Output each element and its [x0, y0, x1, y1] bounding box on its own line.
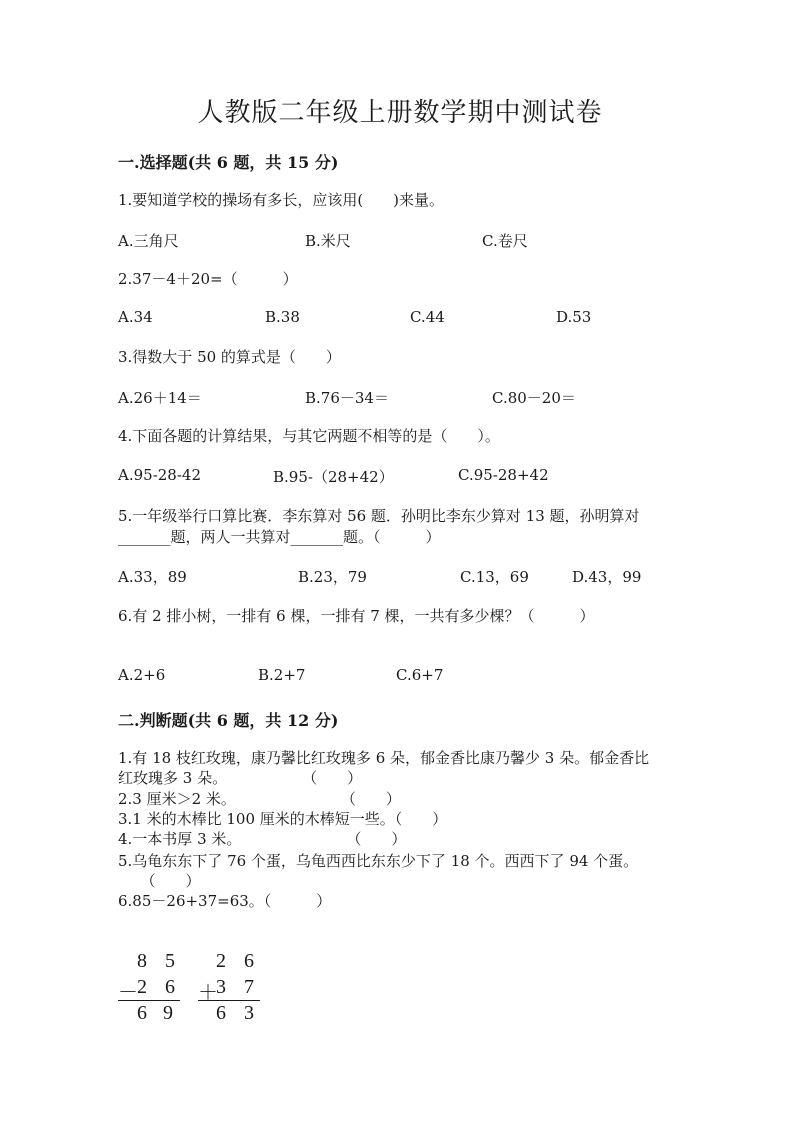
question-5-option-b: B.23，79	[298, 568, 367, 586]
calc-right-mid-tens: 3	[216, 976, 226, 998]
judge-item: 6.85－26+37=63。（ ）	[118, 892, 332, 910]
judge-item: 2.3 厘米＞2 米。 （ ）	[118, 790, 401, 808]
question-1-option-c: C.卷尺	[482, 232, 528, 250]
question-1-stem: 1.要知道学校的操场有多长，应该用( )来量。	[118, 191, 445, 209]
calc-left-mid-tens: 2	[137, 976, 147, 998]
question-6-option-a: A.2+6	[118, 666, 166, 684]
calc-left-result-tens: 6	[137, 1002, 147, 1024]
question-2-option-c: C.44	[410, 308, 445, 326]
question-6-stem: 6.有 2 排小树，一排有 6 棵，一排有 7 棵，一共有多少棵？（ ）	[118, 607, 595, 625]
question-6-option-b: B.2+7	[258, 666, 306, 684]
calc-left-top-tens: 8	[137, 950, 147, 972]
calc-right-mid-ones: 7	[244, 976, 254, 998]
judge-item: 红玫瑰多 3 朵。 （ ）	[118, 769, 363, 787]
question-2-option-b: B.38	[265, 308, 300, 326]
question-2-option-d: D.53	[556, 308, 592, 326]
question-2-stem: 2.37－4＋20=（ ）	[118, 270, 298, 288]
judge-item: 1.有 18 枝红玫瑰，康乃馨比红玫瑰多 6 朵，郁金香比康乃馨少 3 朵。郁金香比	[118, 749, 650, 767]
question-4-option-a: A.95-28-42	[118, 466, 201, 484]
question-6-option-c: C.6+7	[396, 666, 444, 684]
judge-item: 4.一本书厚 3 米。 （ ）	[118, 830, 407, 848]
question-4-option-c: C.95-28+42	[458, 466, 549, 484]
question-4-stem: 4.下面各题的计算结果，与其它两题不相等的是（ ）。	[118, 427, 500, 445]
judge-item: 5.乌龟东东下了 76 个蛋，乌龟西西比东东少下了 18 个。西西下了 94 个蛋。	[118, 852, 639, 870]
question-5-option-a: A.33，89	[118, 568, 187, 586]
calc-right-top-tens: 2	[216, 950, 226, 972]
question-4-option-b: B.95-（28+42）	[273, 468, 394, 486]
calc-left-result-ones: 9	[163, 1002, 173, 1024]
calc-left-operator: －	[118, 982, 138, 1004]
question-2-option-a: A.34	[118, 308, 153, 326]
calc-right-result-ones: 3	[244, 1002, 254, 1024]
question-3-option-b: B.76－34＝	[305, 389, 389, 407]
calc-left-rule	[118, 1000, 180, 1001]
page-title: 人教版二年级上册数学期中测试卷	[197, 98, 603, 128]
calc-left-top-ones: 5	[165, 950, 175, 972]
calc-right-rule	[198, 1000, 260, 1001]
question-5-option-d: D.43，99	[572, 568, 642, 586]
question-3-option-c: C.80－20＝	[492, 389, 576, 407]
judge-item: 3.1 米的木棒比 100 厘米的木棒短一些。（ ）	[118, 810, 448, 828]
calc-right-top-ones: 6	[244, 950, 254, 972]
question-1-option-a: A.三角尺	[118, 232, 179, 250]
question-3-option-a: A.26＋14＝	[118, 389, 202, 407]
question-5-option-c: C.13，69	[460, 568, 529, 586]
section-heading-choice: 一.选择题(共 6 题，共 15 分)	[118, 153, 339, 172]
question-5-stem-line1: 5.一年级举行口算比赛．李东算对 56 题．孙明比李东少算对 13 题，孙明算对	[118, 507, 640, 525]
calc-left-mid-ones: 6	[165, 976, 175, 998]
question-1-option-b: B.米尺	[305, 232, 351, 250]
judge-item: （ ）	[118, 872, 201, 890]
section-heading-judge: 二.判断题(共 6 题，共 12 分)	[118, 711, 339, 730]
calc-right-operator: ＋	[198, 982, 218, 1004]
question-5-stem-line2: _______题，两人一共算对_______题。（ ）	[118, 528, 441, 546]
calc-right-result-tens: 6	[216, 1002, 226, 1024]
question-3-stem: 3.得数大于 50 的算式是（ ）	[118, 348, 341, 366]
